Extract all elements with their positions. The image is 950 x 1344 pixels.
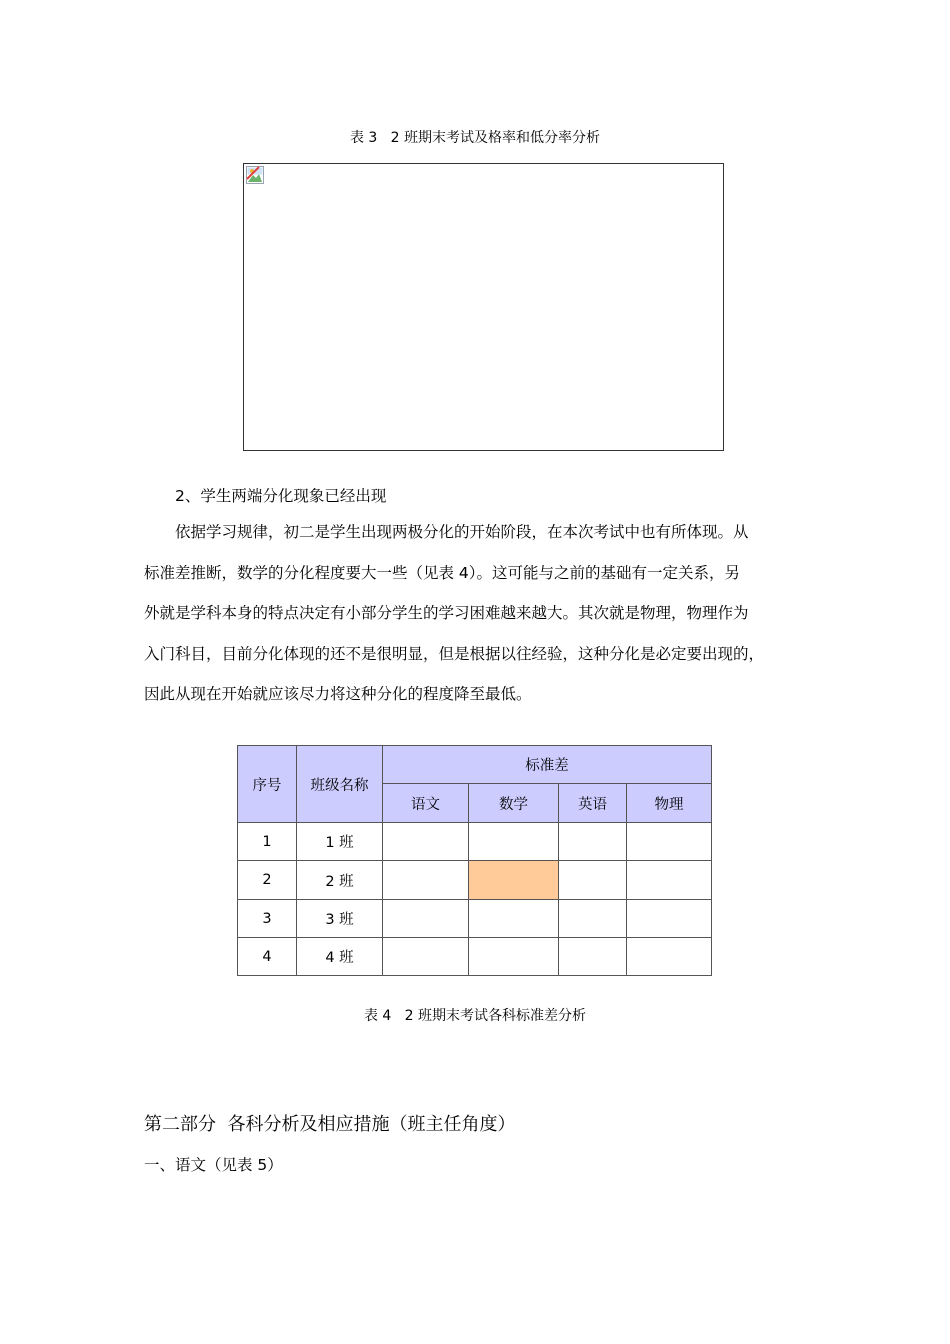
paragraph-line: 入门科目，目前分化体现的还不是很明显，但是根据以往经验，这种分化是必定要出现的，	[144, 644, 765, 663]
table3-image-placeholder	[243, 163, 724, 451]
paragraph-line: 标准差推断，数学的分化程度要大一些（见表 4）。这可能与之前的基础有一定关系，另	[144, 563, 741, 582]
row-index: 2	[238, 861, 297, 900]
header-index: 序号	[238, 746, 297, 823]
cell-physics	[627, 861, 712, 900]
row-index: 1	[238, 823, 297, 861]
cell-math	[469, 823, 559, 861]
std-dev-table	[237, 745, 712, 976]
table4-caption: 表 4 2 班期末考试各科标准差分析	[363, 1008, 587, 1024]
header-subject-english: 英语	[559, 784, 627, 823]
cell-physics	[627, 823, 712, 861]
section-heading: 2、学生两端分化现象已经出现	[175, 487, 387, 505]
table3-caption: 表 3 2 班期末考试及格率和低分率分析	[349, 130, 601, 146]
paragraph-line: 外就是学科本身的特点决定有小部分学生的学习困难越来越大。其次就是物理，物理作为	[144, 604, 749, 622]
header-subject-chinese: 语文	[383, 784, 469, 823]
paragraph-line: 因此从现在开始就应该尽力将这种分化的程度降至最低。	[144, 685, 532, 703]
header-subject-math: 数学	[469, 784, 559, 823]
broken-image-icon	[246, 166, 264, 184]
cell-physics	[627, 938, 712, 976]
part2-title: 第二部分 各科分析及相应措施（班主任角度）	[144, 1114, 516, 1135]
cell-math-highlighted	[469, 861, 559, 900]
row-index: 3	[238, 900, 297, 938]
table-row	[238, 861, 712, 900]
header-std-dev: 标准差	[383, 746, 712, 784]
cell-math	[469, 900, 559, 938]
cell-chinese	[383, 938, 469, 976]
header-class-name: 班级名称	[297, 746, 383, 823]
body-paragraph	[144, 512, 824, 715]
cell-chinese	[383, 900, 469, 938]
table-row	[238, 900, 712, 938]
cell-english	[559, 861, 627, 900]
cell-math	[469, 938, 559, 976]
cell-physics	[627, 900, 712, 938]
row-class-name: 3 班	[297, 900, 383, 938]
cell-english	[559, 938, 627, 976]
table-row	[238, 938, 712, 976]
row-class-name: 2 班	[297, 861, 383, 900]
cell-chinese	[383, 823, 469, 861]
table-row	[238, 823, 712, 861]
row-class-name: 4 班	[297, 938, 383, 976]
subsection-heading: 一、语文（见表 5）	[144, 1156, 283, 1174]
row-index: 4	[238, 938, 297, 976]
header-subject-physics: 物理	[627, 784, 712, 823]
row-class-name: 1 班	[297, 823, 383, 861]
cell-english	[559, 823, 627, 861]
paragraph-line: 依据学习规律，初二是学生出现两极分化的开始阶段，在本次考试中也有所体现。从	[175, 523, 749, 541]
cell-english	[559, 900, 627, 938]
cell-chinese	[383, 861, 469, 900]
